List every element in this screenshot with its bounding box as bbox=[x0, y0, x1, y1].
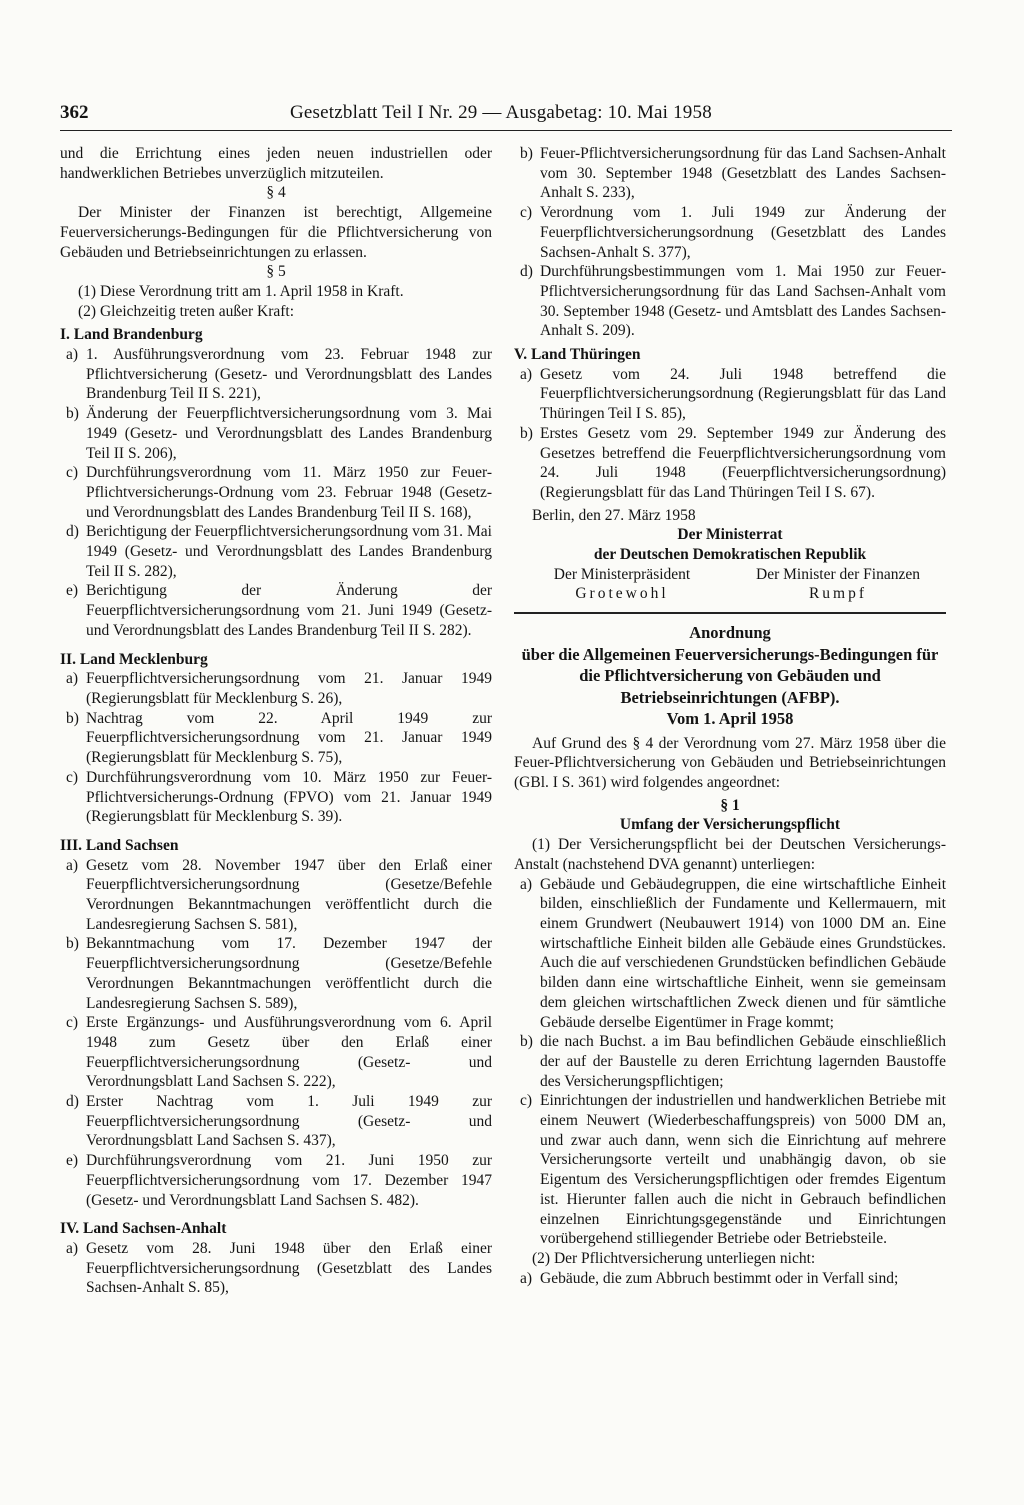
list-item: e) Durchführungsverordnung vom 21. Juni 1950 zur Feuerpflichtversicherungsordnung vom 17. Dezember 1947 (Gesetz- und Verordnungsblatt Land Sachsen S. 482). bbox=[66, 1152, 492, 1209]
section-1-paragraph-2: (2) Der Pflichtversicherung unterliegen nicht: bbox=[532, 1249, 816, 1267]
signature-names bbox=[514, 584, 946, 604]
list-sachsen-anhalt-continued bbox=[514, 144, 946, 341]
heading-mecklenburg: II. Land Mecklenburg bbox=[60, 650, 208, 668]
order-subtitle: über die Allgemeinen Feuerversicherungs-Bedingungen für die Pflichtversicherung von Gebäuden und Betriebseinrichtungen (AFBP). bbox=[521, 644, 939, 707]
list-item: d) Berichtigung der Feuerpflichtversicherungsordnung vom 31. Mai 1949 (Gesetz- und Verordnungsblatt des Landes Brandenburg Teil II S. 282), bbox=[66, 523, 492, 580]
list-item: a) Gesetz vom 28. November 1947 über den Erlaß einer Feuerpflichtversicherungsordnung (Gesetze/Befehle Verordnungen Bekanntmachungen veröffentlicht durch die Landesregierung Sachsen S. 581), bbox=[66, 856, 492, 933]
list-item: c) Durchführungsverordnung vom 11. März 1950 zur Feuer-Pflichtversicherungs-Ordnung vom 23. Februar 1948 (Gesetz- und Verordnungsblatt des Landes Brandenburg Teil II S. 168), bbox=[66, 464, 492, 521]
place-date: Berlin, den 27. März 1958 bbox=[532, 506, 696, 524]
list-brandenburg bbox=[60, 345, 492, 641]
list-item: b) die nach Buchst. a im Bau befindlichen Gebäude einschließlich der auf der Baustelle zu deren Errichtung lagernden Baustoffe des Versicherungspflichtigen; bbox=[520, 1033, 946, 1090]
list-item: b) Bekanntmachung vom 17. Dezember 1947 der Feuerpflichtversicherungsordnung (Gesetze/Befehle Verordnungen Bekanntmachungen veröffentlicht durch die Landesregierung Sachsen S. 589), bbox=[66, 935, 492, 1012]
list-item: b) Nachtrag vom 22. April 1949 zur Feuerpflichtversicherungsordnung vom 21. Januar 1949 (Regierungsblatt für Mecklenburg S. 75), bbox=[66, 709, 492, 767]
list-mecklenburg bbox=[60, 669, 492, 827]
list-item: d) Erster Nachtrag vom 1. Juli 1949 zur Feuerpflichtversicherungsordnung (Gesetz- und Verordnungsblatt Land Sachsen S. 437), bbox=[66, 1093, 492, 1150]
right-column bbox=[514, 144, 946, 1288]
order-title: Anordnung bbox=[689, 623, 771, 643]
heading-brandenburg: I. Land Brandenburg bbox=[60, 326, 203, 344]
list-thueringen bbox=[514, 365, 946, 503]
list-item: c) Erste Ergänzungs- und Ausführungsverordnung vom 6. April 1948 zum Gesetz über den Erlaß einer Feuerpflichtversicherungsordnung (Gesetz- und Verordnungsblatt Land Sachsen S. 222), bbox=[66, 1014, 492, 1091]
page-number: 362 bbox=[60, 102, 89, 123]
heading-sachsen: III. Land Sachsen bbox=[60, 836, 179, 854]
section-5-paragraph-2: (2) Gleichzeitig treten außer Kraft: bbox=[78, 302, 295, 320]
signature-titles bbox=[514, 565, 946, 585]
list-item: a) Feuerpflichtversicherungsordnung vom 21. Januar 1949 (Regierungsblatt für Mecklenburg S. 26), bbox=[66, 670, 492, 707]
left-column bbox=[60, 144, 492, 1298]
list-item: c) Verordnung vom 1. Juli 1949 zur Änderung der Feuerpflichtversicherungsordnung (Gesetzblatt des Landes Sachsen-Anhalt S. 377), bbox=[520, 204, 946, 261]
list-item: e) Berichtigung der Änderung der Feuerpflichtversicherungsordnung vom 21. Juni 1949 (Gesetz- und Verordnungsblatt des Landes Brandenburg Teil II S. 282). bbox=[66, 582, 492, 639]
list-item: d) Durchführungsbestimmungen vom 1. Mai 1950 zur Feuer-Pflichtversicherungsordnung für das Land Sachsen-Anhalt vom 30. September 1948 (Gesetz- und Amtsblatt des Landes Sachsen-Anhalt S. 209). bbox=[520, 263, 946, 340]
order-date: Vom 1. April 1958 bbox=[666, 709, 794, 729]
council-line-1: Der Ministerrat bbox=[677, 526, 783, 544]
list-item: a) Gebäude, die zum Abbruch bestimmt oder in Verfall sind; bbox=[520, 1269, 899, 1287]
section-4-text: Der Minister der Finanzen ist berechtigt, Allgemeine Feuerversicherungs-Bedingungen für die Pflichtversicherung von Gebäuden und Betriebseinrichtungen zu erlassen. bbox=[60, 204, 492, 261]
section-1-heading: Umfang der Versicherungspflicht bbox=[619, 816, 841, 834]
list-item: c) Durchführungsverordnung vom 10. März 1950 zur Feuer-Pflichtversicherungs-Ordnung (FPVO) vom 21. Januar 1949 (Regierungsblatt für Mecklenburg S. 39). bbox=[66, 768, 492, 826]
heading-thueringen: V. Land Thüringen bbox=[514, 346, 641, 364]
list-item: b) Änderung der Feuerpflichtversicherungsordnung vom 3. Mai 1949 (Gesetz- und Verordnungsblatt des Landes Brandenburg Teil II S. 206), bbox=[66, 405, 492, 462]
list-item: a) Gesetz vom 28. Juni 1948 über den Erlaß einer Feuerpflichtversicherungsordnung (Gesetzblatt des Landes Sachsen-Anhalt S. 85), bbox=[66, 1239, 492, 1297]
section-4-title: § 4 bbox=[266, 184, 286, 202]
list-item: c) Einrichtungen der industriellen und handwerklichen Betriebe mit einem Neuwert (Wiederbeschaffungspreis) von 5000 DM an, und zwar auch dann, wenn sich die Einrichtung auf mehrere Versicherungsorte verteilt und unabhängig davon, ob sie Eigentum des Versicherungspflichtigen oder fremdes Eigentum ist. Hierunter fallen auch die nicht in Gebrauch befindlichen einzelnen Einrichtungsgegenstände und Einrichtungen vorübergehend stilliegender Betriebe oder Betriebsteile. bbox=[520, 1092, 946, 1248]
list-item: a) Gesetz vom 24. Juli 1948 betreffend die Feuerpflichtversicherungsordnung (Regierungsblatt für das Land Thüringen Teil I S. 85), bbox=[520, 365, 946, 423]
signer-right-name: Rumpf bbox=[808, 585, 868, 603]
list-sachsen-anhalt bbox=[60, 1239, 492, 1298]
order-intro: Auf Grund des § 4 der Verordnung vom 27. März 1958 über die Feuer-Pflichtversicherung von Gebäuden und Betriebseinrichtungen (GBl. I S. 361) wird folgendes angeordnet: bbox=[514, 734, 946, 792]
running-title: Gesetzblatt Teil I Nr. 29 — Ausgabetag: 10. Mai 1958 bbox=[290, 102, 712, 123]
section-1-title: § 1 bbox=[720, 796, 740, 814]
list-section-1 bbox=[514, 875, 946, 1249]
list-item: b) Feuer-Pflichtversicherungsordnung für das Land Sachsen-Anhalt vom 30. September 1948 (Gesetzblatt des Landes Sachsen-Anhalt S. 233), bbox=[520, 145, 946, 202]
list-item: a) Gebäude und Gebäudegruppen, die eine wirtschaftliche Einheit bilden, einschließlich der Fundamente und Kellermauern, mit einem Grundwert (Neubauwert 1914) von 1000 DM an. Eine wirtschaftliche Einheit bilden alle Gebäude eines Grundstückes. Auch die auf verschiedenen Grundstücken befindlichen Gebäude bilden dann eine wirtschaftliche Einheit, wenn sie gemeinsam dem gleichen wirtschaftlichen Zweck dienen und für sämtliche Gebäude derselbe Eigentümer in Frage kommt; bbox=[520, 875, 946, 1031]
page-header bbox=[60, 100, 952, 131]
section-5-title: § 5 bbox=[266, 263, 286, 281]
list-section-1-exclusions bbox=[514, 1269, 946, 1289]
section-1-paragraph-1: (1) Der Versicherungspflicht bei der Deutschen Versicherungs-Anstalt (nachstehend DVA genannt) unterliegen: bbox=[514, 836, 946, 873]
signer-left-name: Grotewohl bbox=[575, 585, 669, 603]
section-5-paragraph-1: (1) Diese Verordnung tritt am 1. April 1958 in Kraft. bbox=[78, 282, 404, 300]
council-line-2: der Deutschen Demokratischen Republik bbox=[593, 546, 867, 564]
signer-left-title: Der Ministerpräsident bbox=[553, 565, 691, 583]
list-item: a) 1. Ausführungsverordnung vom 23. Februar 1948 zur Pflichtversicherung (Gesetz- und Verordnungsblatt des Landes Brandenburg Teil II S. 221), bbox=[66, 346, 492, 403]
heading-sachsen-anhalt: IV. Land Sachsen-Anhalt bbox=[60, 1220, 227, 1238]
list-sachsen bbox=[60, 856, 492, 1211]
intro-text: und die Errichtung eines jeden neuen industriellen oder handwerklichen Betriebes unverzüglich mitzuteilen. bbox=[60, 145, 492, 182]
signer-right-title: Der Minister der Finanzen bbox=[756, 565, 920, 583]
divider bbox=[514, 612, 946, 614]
list-item: b) Erstes Gesetz vom 29. September 1949 zur Änderung des Gesetzes betreffend die Feuerpflichtversicherungsordnung vom 24. Juli 1948 (Feuerpflichtversicherungsordnung) (Regierungsblatt für das Land Thüringen Teil I S. 67). bbox=[520, 424, 946, 501]
